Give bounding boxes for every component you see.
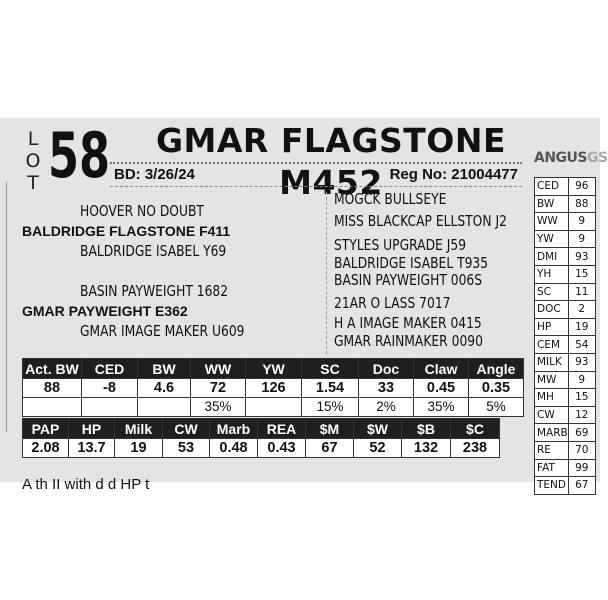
index-value: 2.08 — [23, 439, 69, 458]
pedigree-right-item: GMAR RAINMAKER 0090 — [334, 332, 483, 350]
epd-header: Claw — [414, 359, 469, 379]
percentile-row — [535, 336, 596, 354]
percentile-row — [535, 371, 596, 389]
index-header: CW — [163, 419, 210, 439]
index-header: Milk — [115, 419, 163, 439]
percentile-row — [535, 424, 596, 442]
percentile-value: 93 — [568, 353, 595, 371]
epd-header: Angle — [469, 359, 524, 379]
percentile-value: 93 — [568, 248, 595, 266]
pedigree-right-item: MOGCK BULLSEYE — [334, 190, 447, 208]
percentile-side-table — [534, 177, 596, 495]
percentile-trait: MARB — [535, 424, 569, 442]
percentile-row — [535, 248, 596, 266]
lot-number: 58 — [48, 119, 111, 192]
epd-percentile: 35% — [414, 398, 469, 417]
epd-percentile — [82, 398, 138, 417]
percentile-trait: TEND — [535, 477, 569, 495]
index-header: REA — [258, 419, 306, 439]
percentile-trait: BW — [535, 195, 569, 213]
info-divider — [110, 186, 522, 187]
epd-header: YW — [246, 359, 302, 379]
percentile-value: 69 — [568, 424, 595, 442]
bottom-comment-text: A th II with d d HP t — [22, 476, 150, 493]
dam-dam: GMAR IMAGE MAKER U609 — [80, 322, 245, 340]
lot-card — [0, 118, 608, 493]
epd-percentile: 5% — [469, 398, 524, 417]
sire: BALDRIDGE FLAGSTONE F411 — [22, 223, 231, 239]
index-header: $B — [402, 419, 451, 439]
pedigree-right-item: H A IMAGE MAKER 0415 — [334, 314, 482, 332]
percentile-trait: RE — [535, 441, 569, 459]
percentile-value: 67 — [568, 477, 595, 495]
percentile-value: 96 — [568, 178, 595, 196]
lot-label: L O T — [25, 128, 41, 194]
percentile-value: 2 — [568, 301, 595, 319]
epd-value: 33 — [359, 379, 414, 398]
index-header: PAP — [23, 419, 69, 439]
percentile-value: 11 — [568, 283, 595, 301]
epd-value: 0.35 — [469, 379, 524, 398]
percentile-trait: YH — [535, 265, 569, 283]
percentile-trait: SC — [535, 283, 569, 301]
pedigree-right-item: BALDRIDGE ISABEL T935 — [334, 254, 489, 272]
epd-header: BW — [138, 359, 191, 379]
percentile-value: 9 — [568, 371, 595, 389]
birthdate-reg-row — [110, 164, 520, 186]
dam-sire: BASIN PAYWEIGHT 1682 — [80, 282, 229, 300]
epd-header: SC — [302, 359, 359, 379]
percentile-row — [535, 318, 596, 336]
percentile-row — [535, 213, 596, 231]
epd-value: 4.6 — [138, 379, 191, 398]
percentile-trait: YW — [535, 230, 569, 248]
percentile-row — [535, 230, 596, 248]
pedigree-right-item: 21AR O LASS 7017 — [334, 294, 451, 312]
percentile-value: 15 — [568, 265, 595, 283]
epd-header: Doc — [359, 359, 414, 379]
pedigree-right-item: STYLES UPGRADE J59 — [334, 236, 467, 254]
animal-name: GMAR FLAGSTONE M452 — [155, 121, 507, 202]
percentile-row — [535, 477, 596, 495]
index-header: Marb — [210, 419, 258, 439]
index-value: 238 — [451, 439, 500, 458]
percentile-value: 15 — [568, 389, 595, 407]
percentile-row — [535, 459, 596, 477]
epd-value: 1.54 — [302, 379, 359, 398]
percentile-row — [535, 441, 596, 459]
epd-value: 0.45 — [414, 379, 469, 398]
percentile-trait: WW — [535, 213, 569, 231]
epd-percentile — [246, 398, 302, 417]
percentile-row — [535, 353, 596, 371]
percentile-trait: CW — [535, 406, 569, 424]
epd-percentile — [138, 398, 191, 417]
percentile-trait: HP — [535, 318, 569, 336]
percentile-row — [535, 195, 596, 213]
percentile-value: 70 — [568, 441, 595, 459]
epd-value: -8 — [82, 379, 138, 398]
sire-dam: BALDRIDGE ISABEL Y69 — [80, 242, 227, 260]
left-edge-bar — [0, 182, 7, 432]
percentile-trait: MW — [535, 371, 569, 389]
registration-number: Reg No: 21004477 — [389, 166, 518, 183]
index-value: 53 — [163, 439, 210, 458]
epd-value: 88 — [23, 379, 82, 398]
epd-header: Act. BW — [23, 359, 82, 379]
percentile-value: 9 — [568, 230, 595, 248]
index-header: HP — [69, 419, 115, 439]
epd-header: CED — [82, 359, 138, 379]
percentile-row — [535, 301, 596, 319]
percentile-value: 9 — [568, 213, 595, 231]
pedigree-right-item: BASIN PAYWEIGHT 006S — [334, 271, 483, 289]
index-header: $C — [451, 419, 500, 439]
epd-percentile — [23, 398, 82, 417]
sire-sire: HOOVER NO DOUBT — [80, 202, 204, 220]
index-value: 0.48 — [210, 439, 258, 458]
percentile-row — [535, 389, 596, 407]
percentile-value: 12 — [568, 406, 595, 424]
epd-value: 72 — [191, 379, 246, 398]
percentile-trait: FAT — [535, 459, 569, 477]
percentile-row — [535, 283, 596, 301]
percentile-value: 54 — [568, 336, 595, 354]
percentile-row — [535, 178, 596, 196]
percentile-trait: DMI — [535, 248, 569, 266]
epd-table-indexes — [22, 418, 500, 458]
dam: GMAR PAYWEIGHT E362 — [22, 303, 188, 319]
epd-value: 126 — [246, 379, 302, 398]
index-value: 13.7 — [69, 439, 115, 458]
index-value: 19 — [115, 439, 163, 458]
percentile-trait: CED — [535, 178, 569, 196]
index-value: 132 — [402, 439, 451, 458]
epd-header: WW — [191, 359, 246, 379]
index-header: $W — [354, 419, 402, 439]
epd-table-primary — [22, 358, 524, 417]
percentile-row — [535, 406, 596, 424]
percentile-row — [535, 265, 596, 283]
epd-percentile: 2% — [359, 398, 414, 417]
percentile-trait: CEM — [535, 336, 569, 354]
percentile-value: 19 — [568, 318, 595, 336]
pedigree-right-item: MISS BLACKCAP ELLSTON J2 — [334, 212, 507, 230]
percentile-trait: MILK — [535, 353, 569, 371]
index-value: 0.43 — [258, 439, 306, 458]
epd-percentile: 15% — [302, 398, 359, 417]
index-header: $M — [306, 419, 354, 439]
index-value: 52 — [354, 439, 402, 458]
percentile-trait: DOC — [535, 301, 569, 319]
percentile-value: 99 — [568, 459, 595, 477]
percentile-value: 88 — [568, 195, 595, 213]
angus-logo: ANGUSGS — [534, 150, 608, 166]
birth-date: BD: 3/26/24 — [114, 166, 195, 183]
index-value: 67 — [306, 439, 354, 458]
percentile-trait: MH — [535, 389, 569, 407]
epd-percentile: 35% — [191, 398, 246, 417]
pedigree-divider — [326, 192, 327, 354]
